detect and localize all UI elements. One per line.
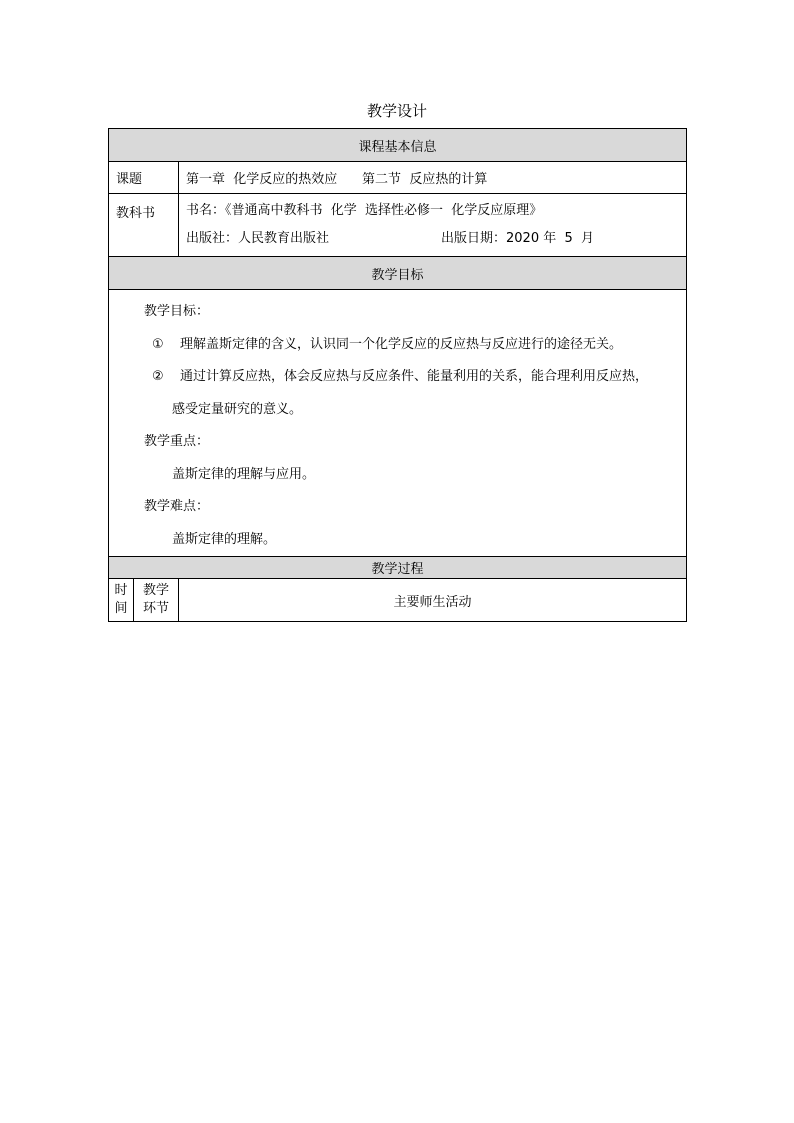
- objective-number-1: ①: [152, 336, 164, 352]
- activity-column-header: 主要师生活动: [179, 579, 687, 622]
- publisher-line: [186, 225, 686, 253]
- objectives-content: [109, 290, 687, 557]
- textbook-info: [179, 194, 687, 257]
- objective-item-2: [109, 361, 686, 394]
- topic-value: 第一章 化学反应的热效应 第二节 反应热的计算: [179, 162, 687, 194]
- time-header-line-1: 时: [114, 583, 128, 598]
- stage-header-line-2: 环节: [142, 601, 169, 616]
- objective-text-2: 通过计算反应热，体会反应热与反应条件、能量利用的关系，能合理利用反应热，: [180, 369, 649, 384]
- objective-item-1: [109, 329, 686, 362]
- textbook-label: 教科书: [109, 194, 179, 257]
- time-header-line-2: 间: [114, 601, 128, 616]
- difficulty-text: 盖斯定律的理解。: [172, 531, 277, 547]
- key-point-text: 盖斯定律的理解与应用。: [172, 466, 316, 482]
- lesson-plan-table: [108, 128, 687, 622]
- objectives-header: 教学目标: [109, 257, 687, 290]
- objective-text-1: 理解盖斯定律的含义，认识同一个化学反应的反应热与反应进行的途径无关。: [180, 336, 623, 352]
- publisher: 出版社：人民教育出版社: [186, 231, 330, 246]
- basic-info-header: 课程基本信息: [109, 129, 687, 162]
- difficulty-label: 教学难点：: [144, 499, 210, 514]
- process-header: 教学过程: [109, 557, 687, 579]
- objectives-label: 教学目标：: [144, 304, 210, 319]
- stage-column-header: [134, 579, 179, 622]
- book-name: 书名：《普通高中教科书 化学 选择性必修一 化学反应原理》: [186, 203, 543, 218]
- publish-date: 出版日期：2020 年 5 月: [441, 231, 595, 246]
- page-title: 教学设计: [366, 102, 427, 120]
- stage-header-line-1: 教学: [142, 583, 169, 598]
- objective-number-2: ②: [152, 369, 164, 384]
- key-point-label: 教学重点：: [144, 434, 210, 449]
- time-column-header: [109, 579, 134, 622]
- objective-item-2-continued: 感受定量研究的意义。: [172, 401, 303, 417]
- topic-label: 课题: [109, 162, 179, 194]
